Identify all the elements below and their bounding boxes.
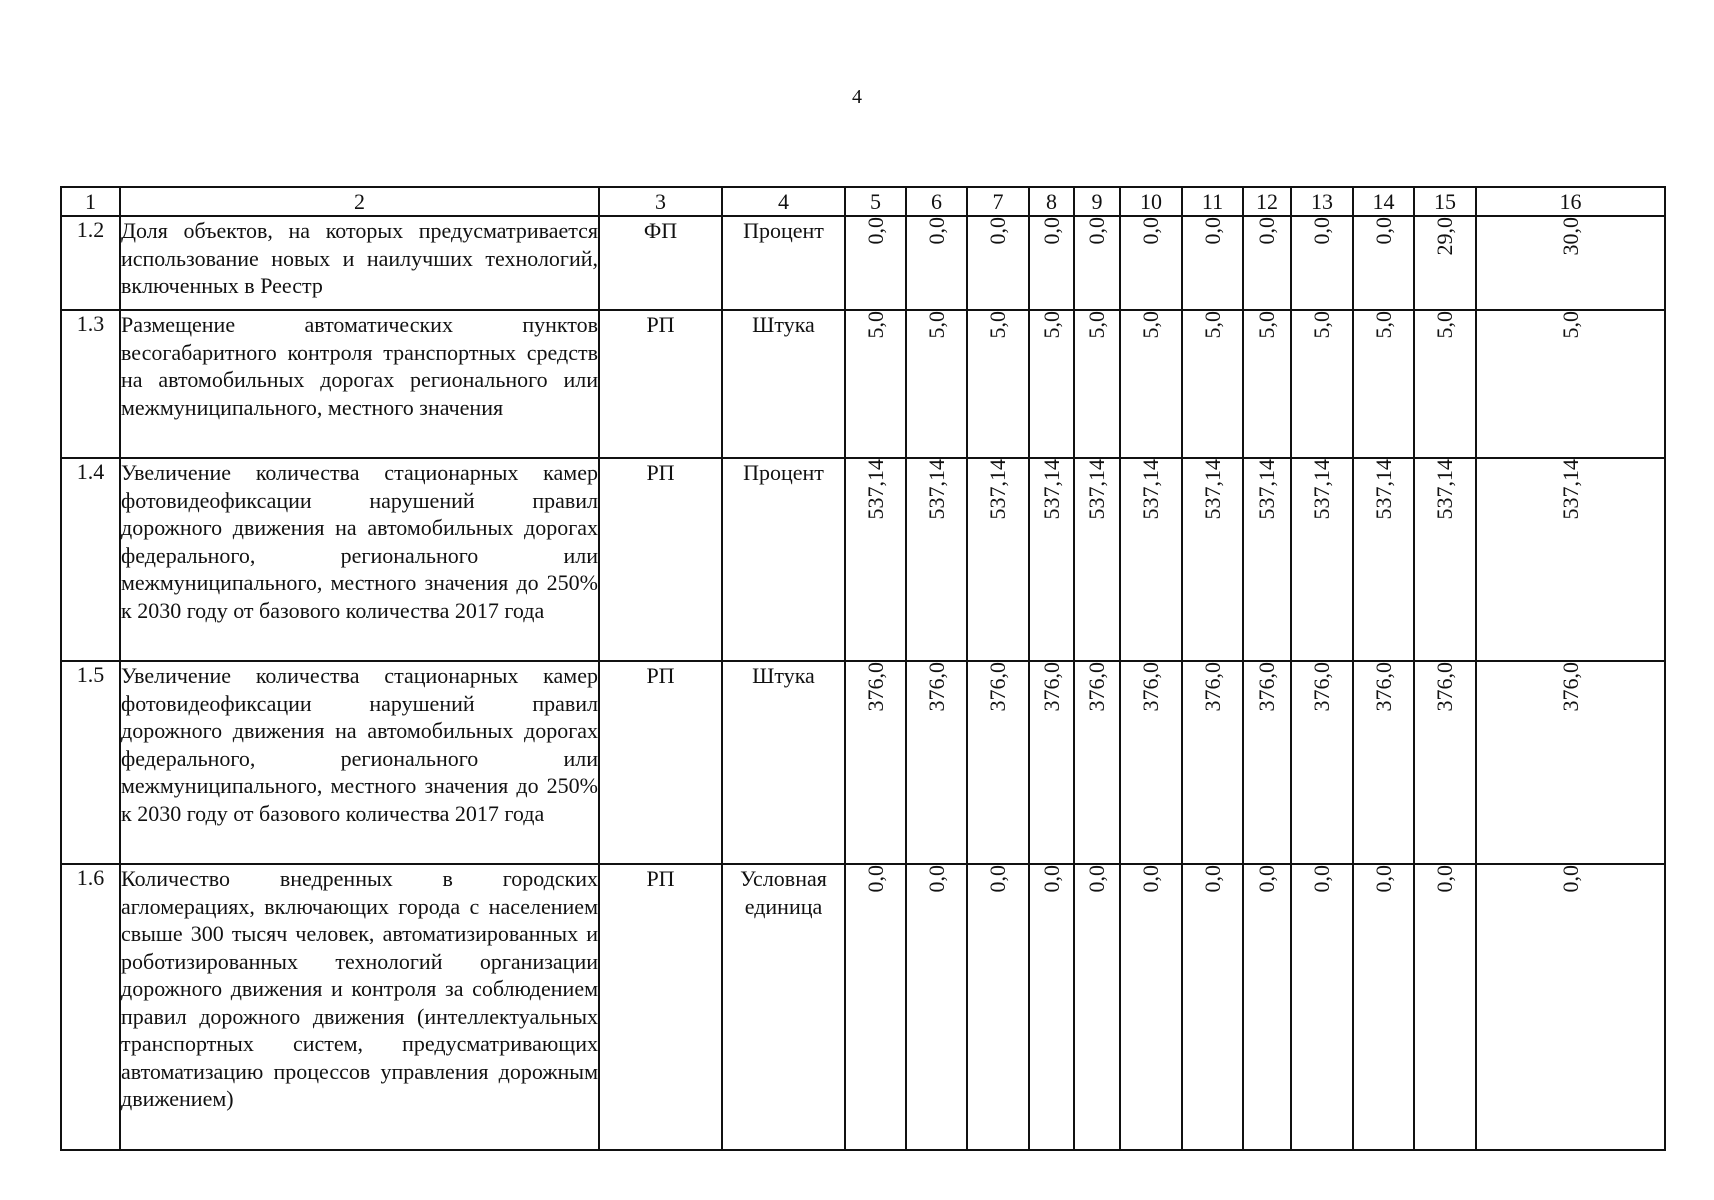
value-cell: 5,0	[845, 310, 906, 458]
value-cell: 537,14	[1029, 458, 1074, 661]
value-cell: 5,0	[1353, 310, 1414, 458]
column-header: 16	[1476, 187, 1665, 216]
value-cell: 0,0	[906, 864, 967, 1150]
value-cell: 537,14	[1243, 458, 1291, 661]
indicator-unit: Процент	[722, 216, 845, 310]
value-cell: 0,0	[1291, 216, 1353, 310]
value-cell: 376,0	[1291, 661, 1353, 864]
column-header: 14	[1353, 187, 1414, 216]
value-cell: 5,0	[1291, 310, 1353, 458]
value-cell: 376,0	[906, 661, 967, 864]
indicator-unit: Штука	[722, 661, 845, 864]
value-cell: 0,0	[1291, 864, 1353, 1150]
column-header: 5	[845, 187, 906, 216]
value-cell: 376,0	[1353, 661, 1414, 864]
value-cell: 0,0	[1074, 216, 1120, 310]
table-row	[61, 310, 1665, 458]
value-cell: 0,0	[1029, 864, 1074, 1150]
value-cell: 0,0	[1476, 864, 1665, 1150]
value-cell: 0,0	[967, 864, 1029, 1150]
table-row	[61, 216, 1665, 310]
column-header: 13	[1291, 187, 1353, 216]
indicator-name: Увеличение количества стационарных камер фотовидеофиксации нарушений правил дорожного движения на автомобильных дорогах федерального, регионального или межмуниципального, местного значения до 250% к 2030 году от базового количества 2017 года	[120, 458, 599, 661]
value-cell: 376,0	[1414, 661, 1476, 864]
value-cell: 0,0	[1353, 864, 1414, 1150]
value-cell: 537,14	[1476, 458, 1665, 661]
value-cell: 0,0	[1182, 216, 1243, 310]
indicator-source: РП	[599, 458, 722, 661]
value-cell: 0,0	[1243, 864, 1291, 1150]
value-cell: 5,0	[1414, 310, 1476, 458]
value-cell: 29,0	[1414, 216, 1476, 310]
column-header: 3	[599, 187, 722, 216]
value-cell: 5,0	[906, 310, 967, 458]
value-cell: 0,0	[967, 216, 1029, 310]
value-cell: 537,14	[1291, 458, 1353, 661]
indicator-source: ФП	[599, 216, 722, 310]
value-cell: 5,0	[967, 310, 1029, 458]
value-cell: 0,0	[1182, 864, 1243, 1150]
indicator-source: РП	[599, 310, 722, 458]
value-cell: 376,0	[1029, 661, 1074, 864]
value-cell: 0,0	[1120, 864, 1182, 1150]
value-cell: 537,14	[967, 458, 1029, 661]
value-cell: 5,0	[1476, 310, 1665, 458]
indicator-source: РП	[599, 661, 722, 864]
header-row	[61, 187, 1665, 216]
table-row	[61, 458, 1665, 661]
column-header: 2	[120, 187, 599, 216]
value-cell: 376,0	[1243, 661, 1291, 864]
row-number: 1.5	[61, 661, 120, 864]
row-number: 1.3	[61, 310, 120, 458]
value-cell: 0,0	[1414, 864, 1476, 1150]
column-header: 8	[1029, 187, 1074, 216]
column-header: 15	[1414, 187, 1476, 216]
value-cell: 5,0	[1029, 310, 1074, 458]
row-number: 1.2	[61, 216, 120, 310]
value-cell: 376,0	[1074, 661, 1120, 864]
value-cell: 376,0	[967, 661, 1029, 864]
indicator-name: Количество внедренных в городских агломерациях, включающих города с населением свыше 300 тысяч человек, автоматизированных и роботизированных технологий организации дорожного движения и контроля за соблюдением правил дорожного движения (интеллектуальных транспортных систем, предусматривающих автоматизацию процессов управления дорожным движением)	[120, 864, 599, 1150]
value-cell: 376,0	[1120, 661, 1182, 864]
value-cell: 5,0	[1074, 310, 1120, 458]
indicator-source: РП	[599, 864, 722, 1150]
value-cell: 376,0	[845, 661, 906, 864]
value-cell: 537,14	[1120, 458, 1182, 661]
indicator-unit: Условная единица	[722, 864, 845, 1150]
value-cell: 376,0	[1182, 661, 1243, 864]
value-cell: 537,14	[845, 458, 906, 661]
indicator-unit: Процент	[722, 458, 845, 661]
column-header: 7	[967, 187, 1029, 216]
value-cell: 0,0	[906, 216, 967, 310]
value-cell: 0,0	[1243, 216, 1291, 310]
page-number: 4	[852, 86, 862, 108]
row-number: 1.6	[61, 864, 120, 1150]
row-number: 1.4	[61, 458, 120, 661]
column-header: 4	[722, 187, 845, 216]
value-cell: 0,0	[1074, 864, 1120, 1150]
indicator-name: Размещение автоматических пунктов весогабаритного контроля транспортных средств на автомобильных дорогах регионального или межмуниципального, местного значения	[120, 310, 599, 458]
value-cell: 537,14	[1074, 458, 1120, 661]
column-header: 11	[1182, 187, 1243, 216]
value-cell: 537,14	[906, 458, 967, 661]
table-row	[61, 661, 1665, 864]
value-cell: 537,14	[1182, 458, 1243, 661]
column-header: 1	[61, 187, 120, 216]
value-cell: 376,0	[1476, 661, 1665, 864]
value-cell: 0,0	[1353, 216, 1414, 310]
value-cell: 5,0	[1182, 310, 1243, 458]
value-cell: 5,0	[1243, 310, 1291, 458]
value-cell: 537,14	[1414, 458, 1476, 661]
indicator-name: Увеличение количества стационарных камер фотовидеофиксации нарушений правил дорожного движения на автомобильных дорогах федерального, регионального или межмуниципального, местного значения до 250% к 2030 году от базового количества 2017 года	[120, 661, 599, 864]
value-cell: 0,0	[845, 216, 906, 310]
value-cell: 0,0	[1029, 216, 1074, 310]
value-cell: 5,0	[1120, 310, 1182, 458]
indicators-table	[60, 186, 1666, 1151]
column-header: 6	[906, 187, 967, 216]
indicator-unit: Штука	[722, 310, 845, 458]
value-cell: 0,0	[1120, 216, 1182, 310]
value-cell: 0,0	[845, 864, 906, 1150]
table-row	[61, 864, 1665, 1150]
value-cell: 537,14	[1353, 458, 1414, 661]
column-header: 9	[1074, 187, 1120, 216]
column-header: 12	[1243, 187, 1291, 216]
value-cell: 30,0	[1476, 216, 1665, 310]
column-header: 10	[1120, 187, 1182, 216]
indicator-name: Доля объектов, на которых предусматривается использование новых и наилучших технологий, включенных в Реестр	[120, 216, 599, 310]
